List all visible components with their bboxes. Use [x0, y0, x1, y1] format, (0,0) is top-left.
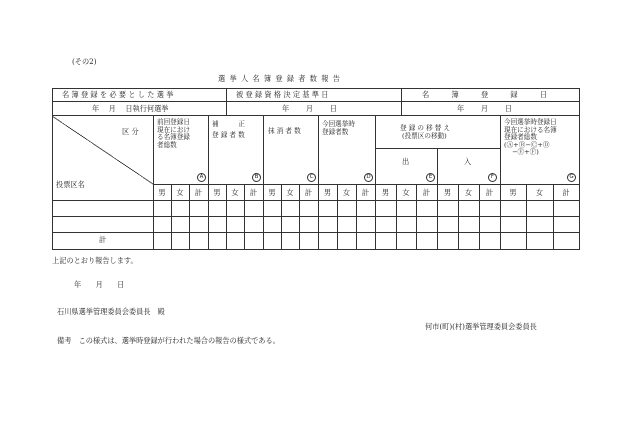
mark-b: B	[252, 173, 261, 182]
sub-header-female: 女	[342, 187, 351, 197]
sub-header-female: 女	[176, 187, 184, 197]
mark-a: A	[197, 173, 206, 182]
sub-header-total: 計	[249, 187, 258, 197]
col-ef-header: 登 録 の 移 替 え (投票区の移動)	[400, 124, 451, 140]
sub-header-female: 女	[231, 187, 239, 197]
sub-header-male: 男	[158, 187, 166, 197]
register-date-header: 名 簿 登 録 日	[422, 89, 548, 99]
sub-header-total: 計	[485, 187, 494, 197]
base-date-header: 被 登 録 資 格 決 定 基 準 日	[236, 89, 329, 99]
col-d-header: 今回選挙時 登録者数	[322, 120, 355, 136]
mark-c: C	[307, 173, 316, 182]
page-title: 選 挙 人 名 簿 登 録 者 数 報 告	[218, 74, 341, 83]
col-c-header: 抹 消 者 数	[268, 127, 301, 135]
col-g-header: 今回選挙時登録日 現在における名簿 登録者総数 (Ⓐ+Ⓑ−Ⓒ+Ⓓ −Ⓔ+Ⓕ)	[504, 118, 557, 156]
district-label: 投票区名	[56, 180, 85, 189]
sub-header-male: 男	[268, 187, 276, 197]
register-date-value: 年 月 日	[457, 103, 512, 113]
mark-d: D	[364, 173, 373, 182]
sub-header-total: 計	[422, 187, 431, 197]
sub-header-female: 女	[286, 187, 294, 197]
col-f-sub-label: 入	[464, 157, 472, 166]
sub-header-female: 女	[402, 187, 410, 197]
remarks: 備考 この様式は、選挙時登録が行われた場合の報告の様式である。	[57, 336, 280, 345]
report-statement: 上記のとおり報告します。	[52, 256, 138, 265]
sub-header-female: 女	[464, 187, 473, 197]
total-row-label: 計	[99, 235, 107, 244]
election-header: 名 簿 登 録 を 必 要 と し た 選 挙	[62, 89, 174, 99]
col-e-sub-label: 出	[402, 157, 410, 166]
sub-header-total: 計	[194, 187, 203, 197]
report-date: 年 月 日	[74, 280, 125, 289]
sub-header-male: 男	[443, 187, 452, 197]
sub-header-male: 男	[509, 187, 517, 197]
sub-header-total: 計	[562, 187, 570, 197]
base-date-value: 年 月 日	[282, 103, 337, 113]
kubun-label: 区 分	[122, 127, 139, 136]
sub-header-male: 男	[213, 187, 221, 197]
mark-f: F	[488, 173, 497, 182]
election-date-value: 年 月 日執行何選挙	[92, 103, 169, 113]
sub-header-total: 計	[304, 187, 313, 197]
col-a-header: 前回登録日 現在におけ る名簿登録 者総数	[157, 118, 190, 149]
sub-header-female: 女	[535, 187, 544, 197]
mark-e: E	[426, 173, 435, 182]
col-b-header: 補 正 登 録 者 数	[212, 120, 245, 139]
form-number: (その2)	[72, 57, 97, 66]
sub-header-total: 計	[361, 187, 370, 197]
mark-g: G	[567, 173, 576, 182]
sub-header-male: 男	[323, 187, 332, 197]
sub-header-male: 男	[381, 187, 390, 197]
addressee: 石川県選挙管理委員会委員長 殿	[57, 307, 165, 316]
sender: 何市(町)(村)選挙管理委員会委員長	[425, 322, 537, 331]
